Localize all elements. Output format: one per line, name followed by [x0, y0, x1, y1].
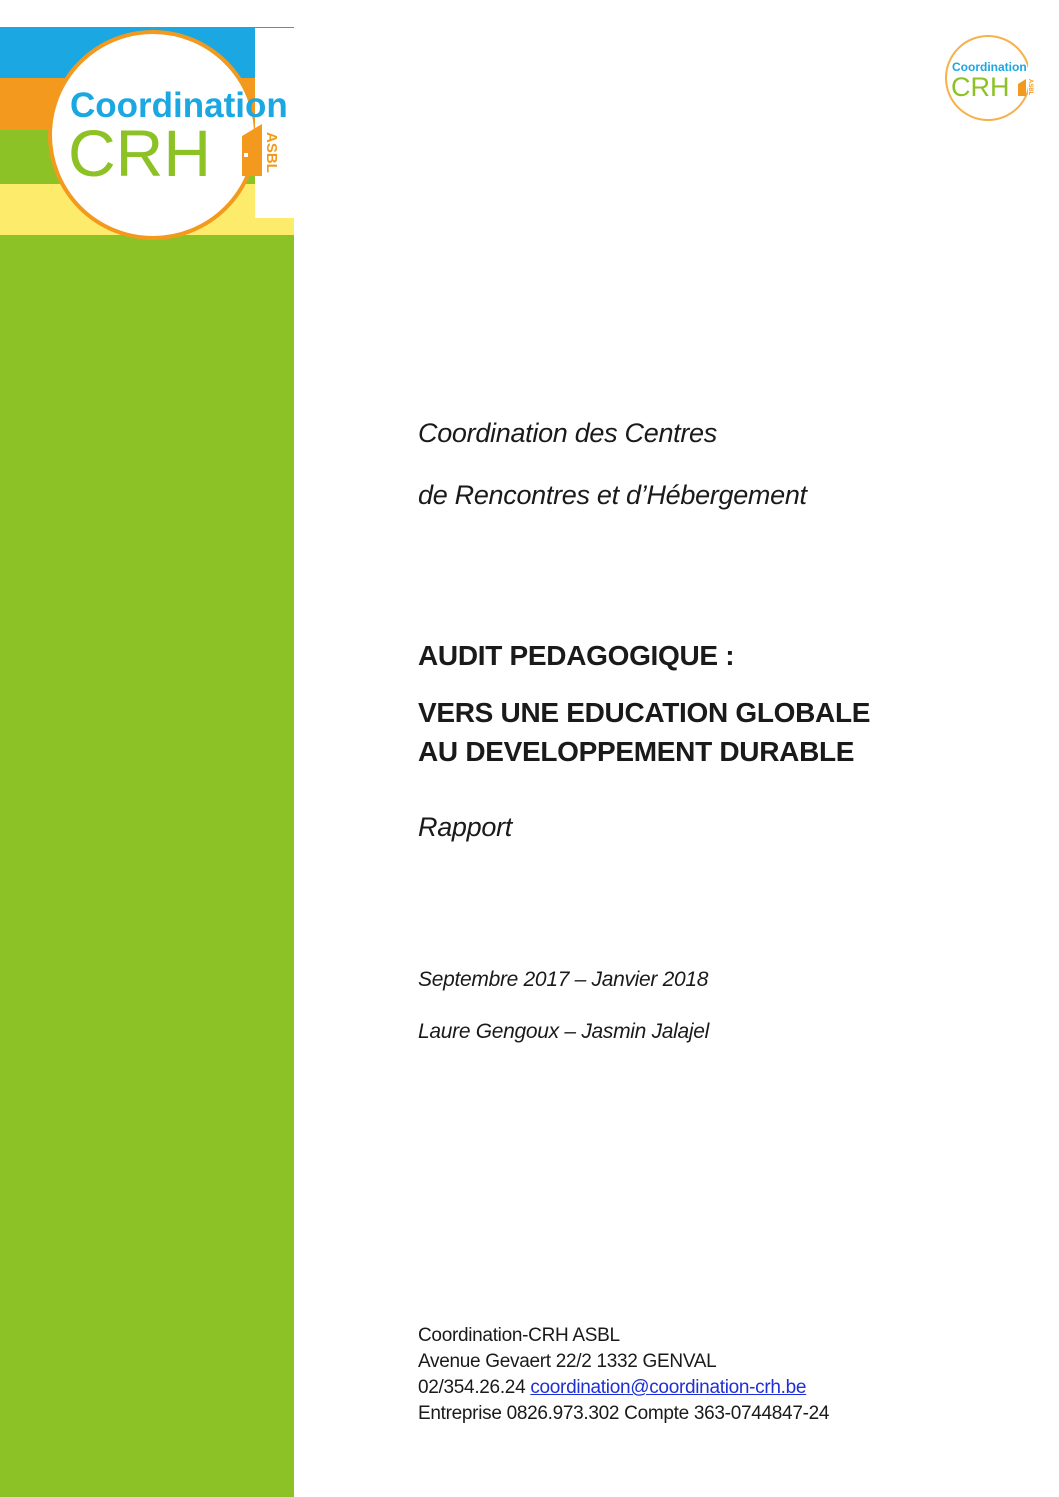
- organization-line-1: Coordination des Centres: [418, 418, 717, 448]
- address-registration: Entreprise 0826.973.302 Compte 363-0744847-24: [418, 1403, 830, 1424]
- small-logo-suffix-text: ASBL: [1027, 79, 1033, 96]
- logo-suffix-text: ASBL: [263, 132, 280, 173]
- title-line-2: VERS UNE EDUCATION GLOBALE: [418, 697, 871, 728]
- address-organization: Coordination-CRH ASBL: [418, 1325, 620, 1346]
- green-side-column: [0, 235, 294, 1497]
- address-block: [418, 1323, 829, 1427]
- organization-name: [418, 420, 717, 447]
- address-contact-line: [418, 1375, 829, 1401]
- logo-acronym-text: CRH: [68, 116, 211, 190]
- email-link[interactable]: coordination@coordination-crh.be: [530, 1377, 807, 1398]
- document-period: [418, 969, 708, 990]
- coordination-crh-logo-small: [940, 34, 1044, 122]
- small-logo-acronym-text: CRH: [951, 72, 1010, 102]
- title-line-1: AUDIT PEDAGOGIQUE :: [418, 640, 735, 671]
- authors-text: Laure Gengoux – Jasmin Jalajel: [418, 1020, 710, 1043]
- logo-name-text: Coordination: [70, 86, 288, 125]
- small-logo-name-text: Coordination: [952, 60, 1027, 74]
- document-type: [418, 814, 512, 841]
- document-title-main: [418, 699, 870, 766]
- document-type-label: Rapport: [418, 812, 512, 842]
- coordination-crh-logo-large: [0, 0, 294, 240]
- document-title: [418, 642, 734, 670]
- address-phone: 02/354.26.24: [418, 1377, 526, 1398]
- organization-line-2: de Rencontres et d’Hébergement: [418, 480, 807, 510]
- period-text: Septembre 2017 – Janvier 2018: [418, 968, 709, 991]
- document-authors: [418, 1021, 709, 1042]
- organization-name-2: [418, 482, 807, 509]
- address-street: Avenue Gevaert 22/2 1332 GENVAL: [418, 1351, 717, 1372]
- title-line-3: AU DEVELOPPEMENT DURABLE: [418, 736, 855, 767]
